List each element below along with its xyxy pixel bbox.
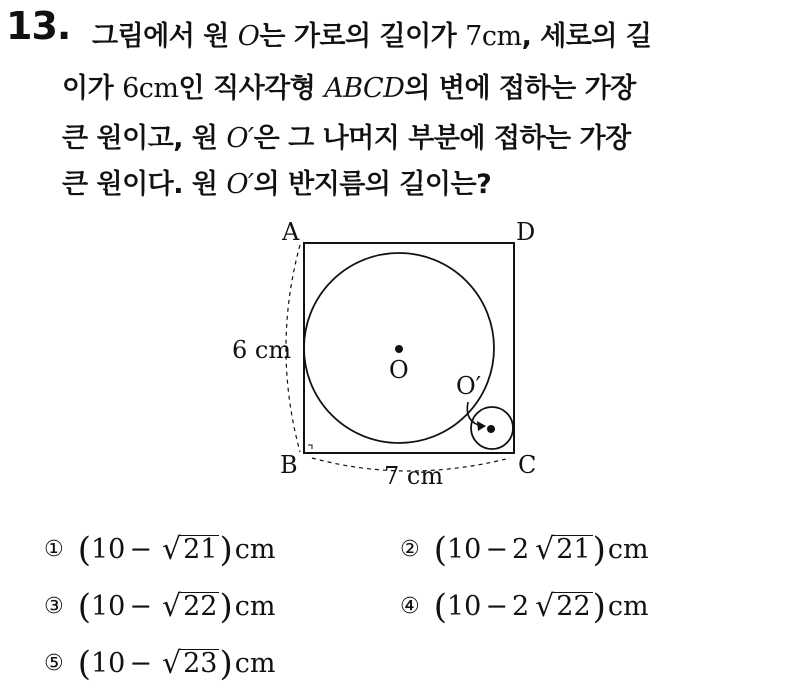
unit: cm: [234, 648, 276, 679]
text: 인 직사각형: [178, 73, 325, 104]
paren-close: ): [219, 529, 233, 570]
coefficient: 2: [511, 591, 530, 622]
question-line-2: [62, 66, 636, 105]
coefficient: 2: [511, 534, 530, 565]
radicand: 22: [556, 590, 591, 622]
paren-close: ): [219, 643, 233, 684]
choice-mark: ①: [44, 537, 64, 562]
text: 이가: [62, 73, 123, 104]
operator: −: [129, 648, 152, 679]
sqrt-icon: √: [161, 646, 182, 681]
paren-open: (: [77, 643, 91, 684]
circle-o-label: O: [237, 21, 260, 52]
rectangle-label: ABCD: [324, 73, 405, 104]
center-o-label: O: [389, 356, 409, 384]
paren-open: (: [77, 586, 91, 627]
choice-5[interactable]: [44, 643, 276, 684]
radicand: 22: [183, 590, 218, 622]
choice-1[interactable]: [44, 529, 276, 570]
geometry-figure: [220, 212, 560, 502]
sqrt-icon: √: [161, 589, 182, 624]
operator: −: [485, 534, 508, 565]
vertex-a-label: A: [282, 218, 300, 246]
paren-open: (: [433, 586, 447, 627]
center-o-prime-label: O′: [456, 372, 482, 400]
unit: cm: [234, 591, 276, 622]
text: 의 반지름의 길이는?: [253, 169, 492, 200]
center-o-dot: [395, 345, 403, 353]
paren-open: (: [77, 529, 91, 570]
sqrt-icon: √: [535, 589, 555, 624]
paren-close: ): [219, 586, 233, 627]
choice-2[interactable]: [400, 529, 649, 570]
constant: 10: [447, 534, 482, 565]
text: 큰 원이다. 원: [62, 169, 227, 200]
constant: 10: [91, 591, 126, 622]
radicand: 23: [183, 647, 218, 679]
text: 큰 원이고, 원: [62, 123, 227, 154]
vertex-b-label: B: [280, 451, 298, 479]
right-angle-mark: [308, 445, 312, 449]
text: 은 그 나머지 부분에 접하는 가장: [253, 123, 631, 154]
constant: 10: [91, 648, 126, 679]
constant: 10: [91, 534, 126, 565]
width-value: 7: [465, 21, 482, 52]
sqrt-icon: √: [161, 532, 182, 567]
unit: cm: [607, 591, 649, 622]
center-o-prime-dot: [487, 425, 495, 433]
unit: cm: [138, 73, 179, 104]
question-number: 13.: [6, 4, 71, 48]
question-line-4: [62, 162, 491, 201]
radicand: 21: [556, 533, 591, 565]
text: 의 변에 접하는 가장: [404, 73, 636, 104]
sqrt-icon: √: [535, 532, 555, 567]
operator: −: [129, 591, 152, 622]
width-label: 7 cm: [384, 462, 444, 490]
question-line-3: [62, 116, 631, 155]
choice-mark: ③: [44, 594, 64, 619]
vertex-d-label: D: [516, 218, 536, 246]
circle-o-prime-label: O′: [226, 123, 254, 154]
text: 그림에서 원: [92, 21, 238, 52]
circle-o-prime-label: O′: [226, 169, 254, 200]
choice-3[interactable]: [44, 586, 276, 627]
constant: 10: [447, 591, 482, 622]
height-value: 6: [122, 73, 139, 104]
paren-open: (: [433, 529, 447, 570]
operator: −: [485, 591, 508, 622]
choice-4[interactable]: [400, 586, 649, 627]
height-label: 6 cm: [232, 336, 292, 364]
rectangle-abcd: [304, 243, 514, 453]
paren-close: ): [592, 529, 606, 570]
text: 는 가로의 길이가: [259, 21, 466, 52]
pointer-arrowhead: [477, 421, 486, 431]
unit: cm: [607, 534, 649, 565]
radicand: 21: [183, 533, 218, 565]
choice-mark: ⑤: [44, 651, 64, 676]
question-line-1: [92, 14, 651, 53]
choice-mark: ②: [400, 537, 420, 562]
paren-close: ): [592, 586, 606, 627]
choice-mark: ④: [400, 594, 420, 619]
vertex-c-label: C: [518, 451, 537, 479]
unit: cm: [481, 21, 522, 52]
text: , 세로의 길: [521, 21, 652, 52]
operator: −: [129, 534, 152, 565]
unit: cm: [234, 534, 276, 565]
